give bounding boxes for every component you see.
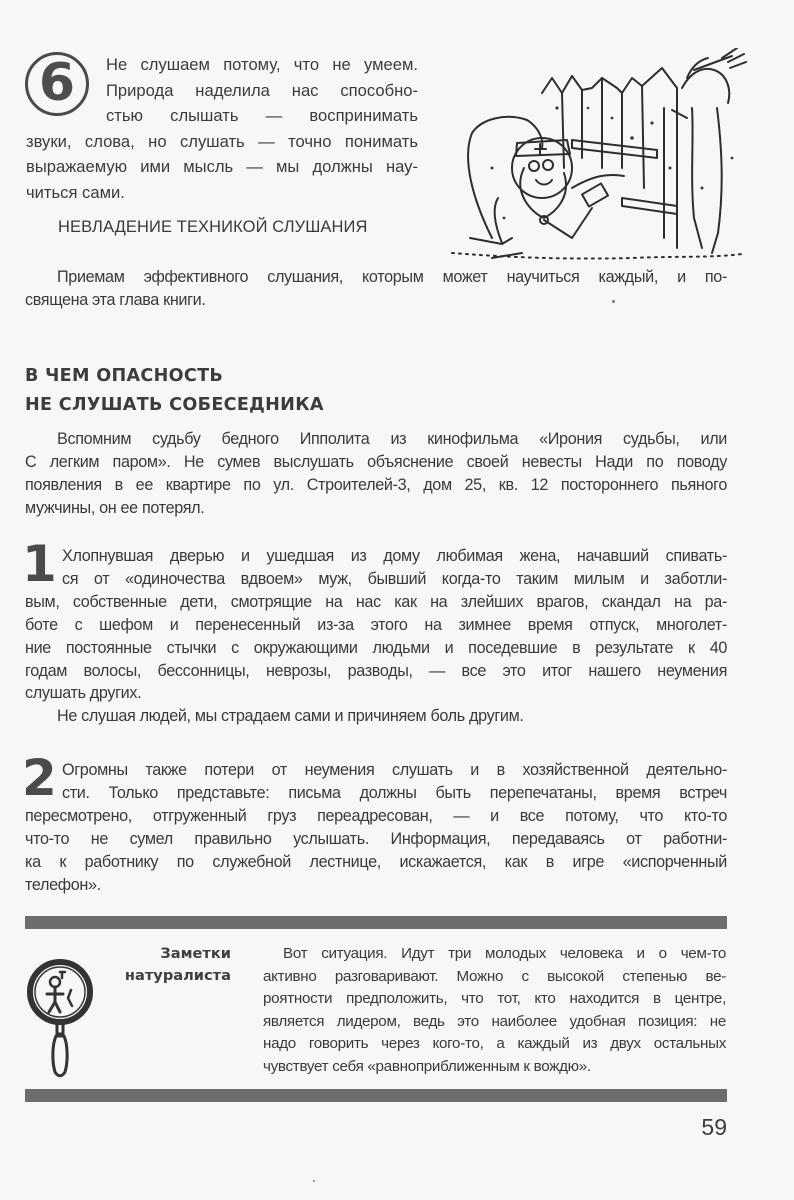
sidebar-bottom-rule bbox=[25, 1089, 727, 1102]
intro-line: звуки, слова, но слушать — точно понимать bbox=[26, 131, 418, 151]
section-title-line: В ЧЕМ ОПАСНОСТЬ bbox=[25, 366, 224, 386]
text-line: ся от «одиночества вдвоем» муж, бывший когда-то таким милым и заботли- bbox=[62, 569, 727, 588]
text-line: телефон». bbox=[25, 875, 101, 894]
text-line: Приемам эффективного слушания, которым может научиться каждый, и по- bbox=[57, 268, 727, 286]
text-line: чувствует себя «равноприближенным к вождю». bbox=[263, 1057, 591, 1075]
text-line: активно разговаривают. Можно с высокой степенью ве- bbox=[263, 967, 726, 985]
text-line: С легким паром». Не сумев выслушать объяснение своей невесты Нади по поводу bbox=[25, 452, 727, 471]
text-line: надо говорить через кого-то, а каждый из двух остальных bbox=[263, 1035, 726, 1053]
print-speck bbox=[612, 300, 615, 303]
text-line: боте с шефом и перенесенный из-за этого на зимнее время отпуск, многолет- bbox=[25, 615, 727, 634]
intro-line: стью слышать — воспринимать bbox=[106, 106, 418, 126]
chapter-note-paragraph bbox=[25, 266, 727, 312]
text-line: ние постоянные стычки с окружающими людьми и поседевшие в результате к 40 bbox=[25, 638, 727, 657]
text-line: Огромны также потери от неумения слушать и в хозяйственной деятельно- bbox=[62, 761, 727, 779]
text-line: вым, собственные дети, смотрящие на нас как на злейших врагов, скандал на ра- bbox=[25, 592, 727, 611]
section-title bbox=[25, 362, 324, 420]
sidebar-label-line: натуралиста bbox=[124, 967, 231, 984]
text-line: пересмотрено, отгруженный груз переадресован, — и все потому, что кто-то bbox=[25, 806, 727, 825]
sidebar-top-rule bbox=[25, 916, 727, 929]
text-line: Вот ситуация. Идут три молодых человека и о чем-то bbox=[283, 945, 726, 962]
text-line: появления в ее квартире по ул. Строителей-3, дом 25, кв. 12 постороннего пьяного bbox=[25, 475, 727, 494]
text-line: Хлопнувшая дверью и ушедшая из дому любимая жена, начавший спивать- bbox=[62, 547, 727, 565]
point-number-1: 1 bbox=[22, 535, 57, 593]
subheading: НЕВЛАДЕНИЕ ТЕХНИКОЙ СЛУШАНИЯ bbox=[58, 218, 368, 236]
intro-line: Природа наделила нас способно- bbox=[106, 80, 418, 100]
point-2-paragraph bbox=[25, 759, 727, 896]
point-number-2: 2 bbox=[22, 749, 57, 807]
intro-line: выражаемую ими мысль — мы должны нау- bbox=[26, 157, 418, 177]
text-line: является лидером, ведь это наиболее удобная позиция: не bbox=[263, 1012, 726, 1030]
text-line: Вспомним судьбу бедного Ипполита из кинофильма «Ирония судьбы, или bbox=[57, 430, 727, 448]
chapter-badge-number: 6 bbox=[38, 53, 76, 113]
point-1-paragraph bbox=[25, 545, 727, 728]
text-line: годам волосы, бессонницы, неврозы, разводы, — все это итог нашего неумения bbox=[25, 661, 727, 680]
sidebar-label bbox=[120, 943, 231, 987]
sidebar-text bbox=[263, 943, 726, 1079]
cartoon-eavesdropping-fence-illustration bbox=[432, 48, 750, 263]
intro-line: Не слушаем потому, что не умеем. bbox=[106, 55, 418, 74]
section-title-line: НЕ СЛУШАТЬ СОБЕСЕДНИКА bbox=[25, 395, 324, 415]
page-number: 59 bbox=[701, 1114, 727, 1140]
text-line: ка к работнику по служебной лестнице, искажается, как в игре «испорченный bbox=[25, 852, 727, 871]
text-line: мужчины, он ее потерял. bbox=[25, 498, 205, 517]
text-line: Не слушая людей, мы страдаем сами и причиняем боль другим. bbox=[57, 707, 524, 726]
text-line: роятности предположить, что тот, кто находится в центре, bbox=[263, 990, 726, 1008]
intro-paragraph bbox=[26, 52, 418, 206]
text-line: слушать других. bbox=[25, 684, 142, 703]
text-line: сти. Только представьте: письма должны быть перепечатаны, время встреч bbox=[62, 783, 727, 802]
lead-paragraph bbox=[25, 428, 727, 520]
magnifying-glass-icon bbox=[25, 950, 95, 1080]
text-line: что-то не сумел правильно услышать. Информация, передаваясь от работни- bbox=[25, 829, 727, 848]
print-speck bbox=[313, 1180, 315, 1182]
text-line: священа эта глава книги. bbox=[25, 290, 206, 309]
intro-line: читься сами. bbox=[26, 182, 125, 202]
sidebar-label-line: Заметки bbox=[160, 945, 231, 962]
